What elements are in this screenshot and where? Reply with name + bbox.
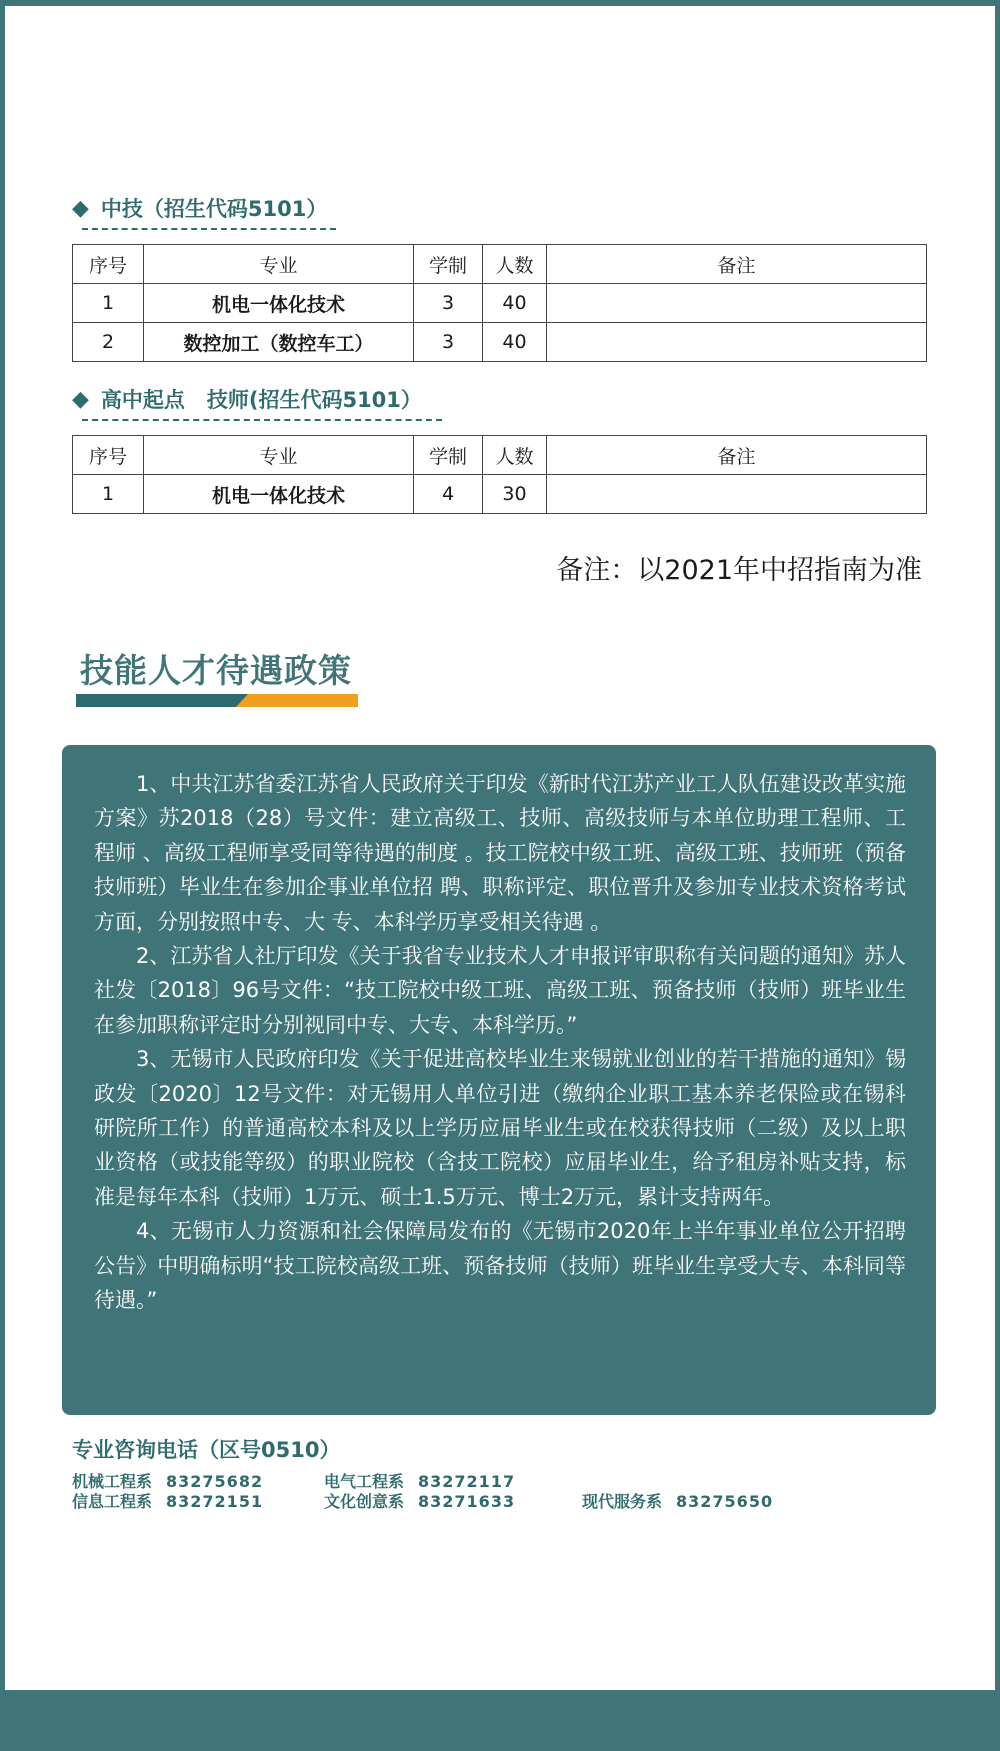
column-header: 人数 [483, 245, 547, 284]
department-name: 信息工程系 [72, 1492, 153, 1511]
cell-no: 2 [73, 323, 144, 362]
cell-remark [547, 284, 927, 323]
table-row [73, 475, 927, 514]
section-heading-text: 中技（招生代码5101） [100, 197, 328, 221]
cell-years: 4 [414, 475, 483, 514]
column-header: 学制 [414, 245, 483, 284]
top-border [0, 0, 1000, 6]
diamond-bullet-icon: ◆ [72, 386, 89, 412]
contact-entry [324, 1489, 515, 1512]
column-header: 人数 [483, 436, 547, 475]
cell-no: 1 [73, 475, 144, 514]
column-header: 学制 [414, 436, 483, 475]
cell-count: 30 [483, 475, 547, 514]
cell-major: 机电一体化技术 [144, 475, 414, 514]
enrollment-table-zhongji [72, 244, 927, 362]
title-underline-orange [236, 694, 358, 707]
phone-number: 83275650 [676, 1492, 774, 1511]
cell-no: 1 [73, 284, 144, 323]
column-header: 序号 [73, 436, 144, 475]
table-row [73, 284, 927, 323]
contact-section [72, 1434, 774, 1511]
table-header-row [73, 436, 927, 475]
section-heading-jishi [72, 383, 442, 415]
policy-title: 技能人才待遇政策 [80, 651, 352, 690]
right-border [995, 0, 1000, 1690]
cell-count: 40 [483, 284, 547, 323]
table-header-row [73, 245, 927, 284]
department-name: 现代服务系 [582, 1492, 663, 1511]
enrollment-table-jishi [72, 435, 927, 514]
policy-paragraph: 3、无锡市人民政府印发《关于促进高校毕业生来锡就业创业的若干措施的通知》锡政发〔2020〕12号文件：对无锡用人单位引进（缴纳企业职工基本养老保险或在锡科研院所工作）的普通高校本科及以上学历应届毕业生或在校获得技师（二级）及以上职业资格（或技能等级）的职业院校（含技工院校）应届毕业生，给予租房补贴支持，标准是每年本科（技师）1万元、硕士1.5万元、博士2万元，累计支持两年。 [94, 1047, 906, 1209]
cell-remark [547, 475, 927, 514]
table-row [73, 323, 927, 362]
phone-number: 83272151 [166, 1492, 264, 1511]
column-header: 专业 [144, 436, 414, 475]
policy-box [62, 745, 936, 1415]
cell-count: 40 [483, 323, 547, 362]
left-border [0, 0, 5, 1690]
phone-number: 83272117 [418, 1472, 516, 1491]
section-heading-zhongji [72, 192, 336, 224]
department-name: 机械工程系 [72, 1472, 153, 1491]
column-header: 序号 [73, 245, 144, 284]
cell-major: 机电一体化技术 [144, 284, 414, 323]
policy-paragraph: 4、无锡市人力资源和社会保障局发布的《无锡市2020年上半年事业单位公开招聘公告》中明确标明“技工院校高级工班、预备技师（技师）班毕业生享受大专、本科同等待遇。” [94, 1219, 906, 1313]
contact-entry [72, 1489, 263, 1512]
enrollment-note: 备注：以2021年中招指南为准 [556, 555, 922, 586]
footer-band [0, 1690, 1000, 1751]
diamond-bullet-icon: ◆ [72, 195, 89, 221]
cell-years: 3 [414, 323, 483, 362]
policy-paragraph: 1、中共江苏省委江苏省人民政府关于印发《新时代江苏产业工人队伍建设改革实施方案》苏2018（28）号文件：建立高级工、技师、高级技师与本单位助理工程师、工程师 、高级工程师享受同等待遇的制度 。技工院校中级工班、高级工班、技师班（预备技师班）毕业生在参加企事业单位招 聘、职称评定、职位晋升及参加专业技术资格考试方面，分别按照中专、大 专、本科学历享受相关待遇 。 [94, 772, 906, 934]
cell-remark [547, 323, 927, 362]
contact-title: 专业咨询电话（区号0510） [72, 1438, 341, 1462]
policy-paragraph: 2、江苏省人社厅印发《关于我省专业技术人才申报评审职称有关问题的通知》苏人社发〔2018〕96号文件：“技工院校中级工班、高级工班、预备技师（技师）班毕业生在参加职称评定时分别视同中专、大专、本科学历。” [94, 944, 906, 1037]
cell-major: 数控加工（数控车工） [144, 323, 414, 362]
column-header: 备注 [547, 245, 927, 284]
section-heading-text: 高中起点 技师(招生代码5101） [100, 388, 422, 412]
column-header: 专业 [144, 245, 414, 284]
cell-years: 3 [414, 284, 483, 323]
department-name: 文化创意系 [324, 1492, 405, 1511]
phone-number: 83271633 [418, 1492, 516, 1511]
contact-entry [582, 1489, 773, 1512]
department-name: 电气工程系 [324, 1472, 405, 1491]
phone-number: 83275682 [166, 1472, 264, 1491]
column-header: 备注 [547, 436, 927, 475]
title-underline-teal [76, 694, 248, 707]
